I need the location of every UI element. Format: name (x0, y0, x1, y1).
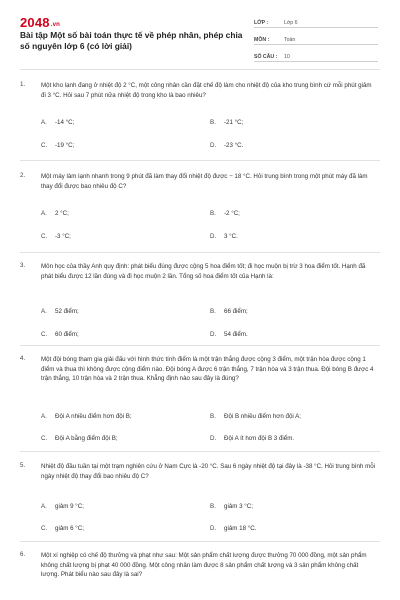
question-number: 6. (20, 551, 26, 558)
question-1 (20, 81, 380, 149)
option-letter: A. (41, 413, 47, 420)
option-text: -14 °C; (55, 119, 75, 126)
question-number: 5. (20, 462, 26, 469)
option-text: giảm 6 °C; (55, 525, 84, 532)
option-a[interactable] (41, 308, 79, 315)
option-d[interactable] (210, 233, 238, 240)
option-text: 66 điểm; (224, 308, 248, 315)
option-b[interactable] (210, 210, 240, 217)
option-text: 52 điểm; (55, 308, 79, 315)
option-d[interactable] (210, 142, 243, 149)
meta-label: SỐ CÂU : (254, 54, 278, 60)
option-text: Đội A ít hơn đội B 3 điểm. (224, 435, 295, 442)
question-3 (20, 262, 380, 344)
option-letter: C. (41, 435, 48, 442)
question-text: Môn học của thầy Anh quy định: phát biểu đúng được cộng 5 hoa điểm tốt; đi học muộn bị trừ 3 hoa điểm tốt. Hạnh đã phát biểu được 12 lần đúng và đi học muộn 2 lần. Tổng số hoa điểm tốt của Hạnh là: (41, 263, 366, 280)
option-letter: C. (41, 233, 48, 240)
question-text: Một máy làm lạnh nhanh trong 9 phút đã làm thay đổi nhiệt độ được − 18 °C. Hỏi trung bình trong một phút máy đã làm thay đổi được bao nhiêu độ C? (41, 173, 368, 190)
option-text: Đội A bằng điểm đội B; (55, 435, 118, 442)
option-text: -19 °C; (55, 142, 75, 149)
option-text: 3 °C. (224, 233, 238, 240)
option-a[interactable] (41, 119, 74, 126)
header (0, 0, 400, 62)
question-text: Một kho lạnh đang ở nhiệt độ 2 °C, một công nhân cần đặt chế độ làm cho nhiệt độ của kho trung bình cứ mỗi phút giảm đi 3 °C. Hỏi sau 7 phút nữa nhiệt độ trong kho là bao nhiêu? (41, 82, 372, 99)
option-c[interactable] (41, 233, 71, 240)
question-6 (20, 551, 380, 597)
option-letter: A. (41, 308, 47, 315)
question-divider (20, 541, 380, 542)
option-a[interactable] (41, 210, 69, 217)
meta-row-subject (254, 31, 378, 45)
question-divider (20, 451, 380, 452)
option-c[interactable] (41, 525, 84, 532)
question-number: 3. (20, 262, 26, 269)
option-letter: A. (41, 119, 47, 126)
meta-value: 10 (284, 54, 290, 60)
meta-label: MÔN : (254, 37, 270, 43)
option-letter: B. (210, 503, 216, 510)
option-text: -3 °C; (55, 233, 71, 240)
question-text: Một đội bóng tham gia giải đấu với hình thức tính điểm là một trận thắng được cộng 3 điểm, một trận hòa được cộng 1 điểm và thua thì không được cộng điểm nào. Đội bóng A được 6 trận thắng, 7 trận hòa và 3 trận thua. Đội bóng B được 4 trận thắng, 10 trận hòa và 2 trận thua. Khẳng định nào sau đây là đúng? (41, 356, 374, 383)
option-c[interactable] (41, 435, 118, 442)
question-divider (20, 252, 380, 253)
meta-value: Lớp 6 (284, 20, 298, 26)
option-b[interactable] (210, 503, 253, 510)
question-2 (20, 172, 380, 244)
meta-row-grade (254, 14, 378, 28)
header-divider (20, 69, 380, 70)
option-b[interactable] (210, 119, 243, 126)
option-a[interactable] (41, 503, 84, 510)
option-b[interactable] (210, 413, 301, 420)
option-text: 54 điểm. (224, 331, 248, 338)
option-d[interactable] (210, 331, 248, 338)
logo-tail-text: .vn (50, 22, 61, 28)
option-text: -2 °C; (224, 210, 240, 217)
option-letter: D. (210, 525, 217, 532)
option-text: giảm 3 °C; (224, 503, 253, 510)
option-letter: B. (210, 119, 216, 126)
question-number: 2. (20, 172, 26, 179)
site-logo[interactable] (20, 15, 60, 30)
option-text: Đội A nhiều điểm hơn đội B; (55, 413, 132, 420)
worksheet-title: Bài tập Một số bài toán thực tế về phép nhân, phép chia số nguyên lớp 6 (có lời giải) (20, 30, 243, 51)
option-text: -23 °C. (224, 142, 244, 149)
option-c[interactable] (41, 142, 74, 149)
option-letter: B. (210, 210, 216, 217)
meta-value: Toán (284, 37, 296, 43)
option-b[interactable] (210, 308, 248, 315)
question-divider (20, 160, 380, 161)
option-text: Đội B nhiều điểm hơn đội A; (224, 413, 301, 420)
option-letter: A. (41, 503, 47, 510)
option-letter: C. (41, 525, 48, 532)
option-letter: D. (210, 233, 217, 240)
logo-main-text: 2048 (20, 15, 50, 30)
question-number: 4. (20, 355, 26, 362)
meta-row-count (254, 48, 378, 62)
option-letter: B. (210, 413, 216, 420)
option-letter: D. (210, 435, 217, 442)
option-text: giảm 18 °C. (224, 525, 257, 532)
question-text: Một xí nghiệp có chế độ thưởng và phạt như sau: Một sản phẩm chất lượng được thưởng 70 000 đồng, một sản phẩm không chất lượng bị phạt 40 000 đồng. Một công nhân làm được 8 sản phẩm chất lượng và 3 sản phẩm không chất lượng. Phát biểu nào sau đây là sai? (41, 552, 367, 579)
option-text: -21 °C; (224, 119, 244, 126)
question-text: Nhiệt độ đầu tuần tại một trạm nghiên cứu ở Nam Cực là -20 °C. Sau 6 ngày nhiệt độ tại đây là -38 °C. Hỏi trung bình mỗi ngày nhiệt độ thay đổi bao nhiêu độ C? (41, 463, 376, 480)
question-divider (20, 345, 380, 346)
option-letter: A. (41, 210, 47, 217)
option-d[interactable] (210, 525, 256, 532)
option-d[interactable] (210, 435, 294, 442)
option-text: 2 °C; (55, 210, 69, 217)
option-letter: D. (210, 331, 217, 338)
question-5 (20, 462, 380, 542)
question-4 (20, 355, 380, 447)
question-number: 1. (20, 81, 26, 88)
option-a[interactable] (41, 413, 132, 420)
meta-info (254, 14, 378, 65)
option-text: giảm 9 °C; (55, 503, 84, 510)
option-text: 60 điểm; (55, 331, 79, 338)
option-letter: D. (210, 142, 217, 149)
option-letter: C. (41, 331, 48, 338)
option-c[interactable] (41, 331, 79, 338)
option-letter: B. (210, 308, 216, 315)
option-letter: C. (41, 142, 48, 149)
meta-label: LỚP : (254, 20, 269, 26)
